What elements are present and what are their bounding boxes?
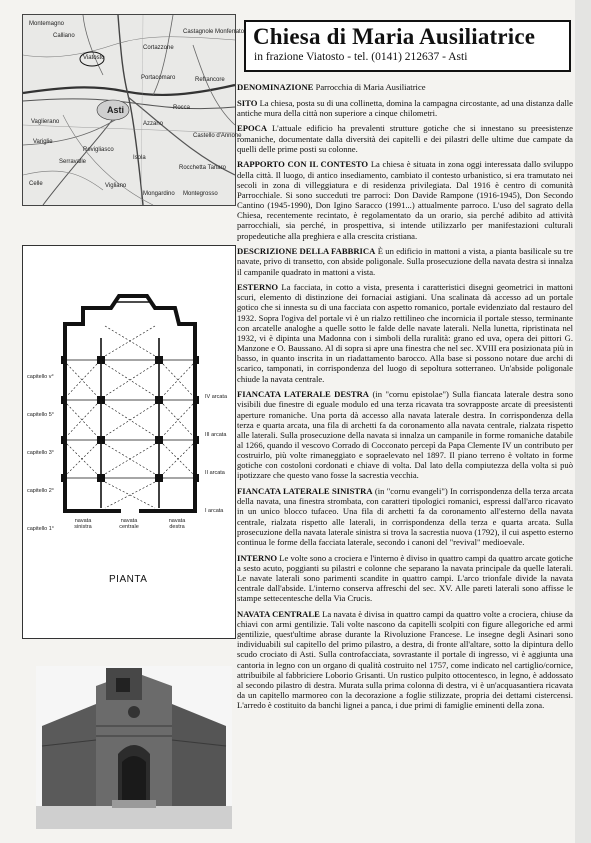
section-note: (in "cornu epistolae") [372,389,449,400]
section-heading: DESCRIZIONE DELLA FABBRICA [237,246,376,257]
section-heading: SITO [237,97,258,108]
section-heading: DENOMINAZIONE [237,82,314,92]
title-box [244,20,571,72]
section-body: In corrispondenza della terza arcata della navata, una finestra strombata, con caratteri tipologici romanici, espressi dall'arco ricavato in un unico blocco tufaceo. Una fila di archetti fa da coronamento all'esterno della navata centrale, rialzata rispetto alle laterali, in corrispondenza della terza e quarta arcata. Sulla prosecuzione della navata laterale sinistra si trova la sacrestia nuova (1792), il cui aspetto esterno continua le forme della facciata laterale, secondo i canoni del "revival" medioevale. [237,486,574,547]
map-label-asti: Asti [107,105,125,115]
plan-caption: PIANTA [109,574,148,585]
section-body: Sulla fiancata laterale destra sono visibili due finestre di eguale modulo ed una terza ricavata tra sovrapposte arcate di preesistenti aperture romaniche. Una porta dà accesso alla navata laterale destra. In corrispondenza della terza e quarta arcata, una fila di archetti fa da coronamento alla navata centrale, rialzata rispetto alle laterali. Sulla prosecuzione della navata si innalza un campanile in forme romaniche databile al 1266, quando il vescovo Corrado di Cocconato percepì da Papa Clemente IV un contributo per costruirlo, più volte rimaneggiato e sopraelevato nel 1897. Il piano terreno è voltato in forme gotiche con costoloni cordonati e chiave di volta. Dal lato della compiutezza della volta si può ipotizzare che questo vano fosse la sacrestia vecchia. [237,389,573,481]
plan-label: III arcata [205,432,227,438]
map-label: Isola [133,155,146,161]
plan-label: navata destra [168,518,186,530]
section-note: (in "cornu evangeli") [374,486,448,497]
section-esterno [237,282,573,384]
map-label: Variglie [33,139,53,145]
church-photo-image [36,666,232,829]
map-label: Revigliasco [83,147,114,153]
plan-label: navata centrale [119,518,139,530]
section-fiancata-destra [237,389,573,480]
page-edge-strip [575,0,591,843]
section-contesto [237,159,573,240]
section-navata-centrale [237,609,573,711]
section-heading: NAVATA CENTRALE [237,608,320,619]
section-heading: FIANCATA LATERALE DESTRA [237,389,369,400]
plan-label: capitello 2° [27,488,54,494]
map-label: Portacomaro [141,75,176,81]
plan-label: IV arcata [205,394,228,400]
map-label: Celle [29,181,43,187]
section-body: Le volte sono a crociera e l'interno è diviso in quattro campi da quattro arcate gotiche a sesto acuto, poggianti su pilastri e colonne che separano la navata principale da quelle laterali. Le navate laterali sono parimenti scandite in quattro campi. L'arco trionfale divide la navata centrale dall'abside. L'interno conserva affreschi del sec. XV. Alle pareti laterali sono affisse le stampe settecentesche della Via Crucis. [237,552,573,604]
section-fiancata-sinistra [237,486,573,547]
section-epoca [237,123,573,153]
section-heading: RAPPORTO CON IL CONTESTO [237,159,369,170]
map-label: Vigliano [105,183,127,189]
map-label: Cortazzone [143,45,174,51]
plan-label: capitello v° [27,374,54,380]
church-photo [36,666,232,829]
map-label: Calliano [53,33,75,39]
map-label: Montemagno [29,21,65,27]
location-map [22,14,245,206]
map-label: Mongardino [143,191,175,197]
map-label: Castagnole Monferrato [183,29,245,35]
section-body: La facciata, in cotto a vista, presenta i caratteristici disegni geometrici in mattoni scuri, elemento di distinzione dei fornaciai astigiani. Una scalinata dà accesso ad un portale gotico che si innesta su di una facciata con aspetto romanico, portale evidenziato dal restauro del 1932. Sopra l'ogiva del portale vi è un rialzo rettilineo che incornicia il portale stesso, terminante con arcatelle analoghe a quelle sotto le falde delle navate laterali. Nella lunetta, ripristinata nel 1932, vi è dipinta una Madonna con i simboli della ruralità: grano ed uva, opera dei pittori G. Manzone e O. Baussano. Al di sopra si apre una finestra che nel sec. XVIII era posizionata più in basso, in quanto inscrita in un riadattamento barocco. Alla base si possono notare due archi di scarico, tamponati, in corrispondenza del luogo di sepoltura sotterraneo. Un'abside poligonale chiude la navata centrale. [237,282,573,384]
map-label: Azzano [143,121,164,127]
section-sito [237,98,573,118]
section-interno [237,553,573,604]
section-heading: FIANCATA LATERALE SINISTRA [237,486,373,497]
section-heading: ESTERNO [237,282,279,293]
map-label-viatosto: Viatosto [83,55,105,61]
section-body: L'attuale edificio ha prevalenti strutture gotiche che si innestano su preesistenze romaniche, documentate dalla diversità dei capitelli e dei pilastri delle ultime due campate da quelli delle prime posti su colonne. [237,123,574,154]
map-label: Montegrosso [183,191,218,197]
section-heading: EPOCA [237,123,268,134]
plan-label: II arcata [205,470,225,476]
section-heading: INTERNO [237,552,278,563]
plan-label: capitello 1° [27,526,54,532]
section-body: La navata è divisa in quattro campi da quattro volte a crociera, chiuse da chiavi con armi gentilizie. Tali volte nascono da capitelli scolpiti con figure allegoriche ed armi gentilizie, quest'ultime abrase durante la Rivoluzione Francese. Le insegne degli Asinari sono individuabili sul capitello del primo pilastro, a destra, di fronte all'altare, sotto la dipintura dello scudo crociato di Asti. Sulla controfacciata, sovrastante il portale di ingresso, vi è aggiunta una cantoria in legno con un organo di qualità costruito nel 1757, come indicato nel cartiglio/cornice, attribuibile al fabbriciere Loborio Grisanti. Un rustico pulpito ottocentesco, in legno, è addossato al secondo pilastro di destra. Murata sulla prima colonna di destra, vi è un'acquasantiera ricavata da un capitello marmoreo con la decorazione a foglie stilizzate, propria dei dettami cistercensi. L'arredo è costituito da banchi lignei a panca, i due primi di famiglie eminenti della zona. [237,608,574,711]
map-label: Serravalle [59,159,87,165]
section-fabbrica [237,246,573,276]
section-denominazione [237,82,573,92]
map-roads-graphic [23,15,235,205]
section-body: Parrocchia di Maria Ausiliatrice [315,82,426,92]
map-label: Vaglierano [31,119,60,125]
page-title: Chiesa di Maria Ausiliatrice [253,24,536,49]
plan-label: I arcata [205,508,224,514]
floor-plan [22,245,236,639]
map-label: Rocca [173,105,191,111]
map-label: Refrancore [195,77,225,83]
section-body: La chiesa, posta su di una collinetta, domina la campagna circostante, ad una distanza dalle antiche mura della città non superiore a cinque chilometri. [237,97,573,118]
article-body [237,82,573,716]
plan-label: navata sinistra [74,518,92,530]
section-body: La chiesa è situata in zona oggi interessata dallo sviluppo della città. Il luogo, di antico insediamento, cambiato il contesto urbanistico, si era tramutato nei secoli in zona di villeggiatura e di residenza privilegiata. Dal 1916 è centro di comunità Parrocchiale. Si sono succeduti tre parroci: Don Davide Rampone (1916-1945), Don Secondo Cantino (1945-1990), Don Igino Saracco (1991...) attualmente parroco. L'uso del sagrato della Chiesa, recentemente recintato, è regolamentato da un orario, sia perché adibito ad attività parrocchiali, sia perché, in prospettiva, si intende utilizzarlo per manifestazioni culturali propedeutiche alla preghiera e alla crescita cristiana. [237,159,573,241]
map-label: Rocchetta Tanaro [179,165,226,171]
page-subtitle: in frazione Viatosto - tel. (0141) 212637 - Asti [254,51,468,63]
map-label: Castello d'Annone [193,133,242,139]
plan-label: capitello 3° [27,450,54,456]
plan-label: capitello 5° [27,412,54,418]
section-body: È un edificio in mattoni a vista, a pianta basilicale su tre navate, privo di transetto, con abside poligonale. Sulla prosecuzione della navata destra si innalza il campanile quadrato in mattoni a vista. [237,246,573,277]
